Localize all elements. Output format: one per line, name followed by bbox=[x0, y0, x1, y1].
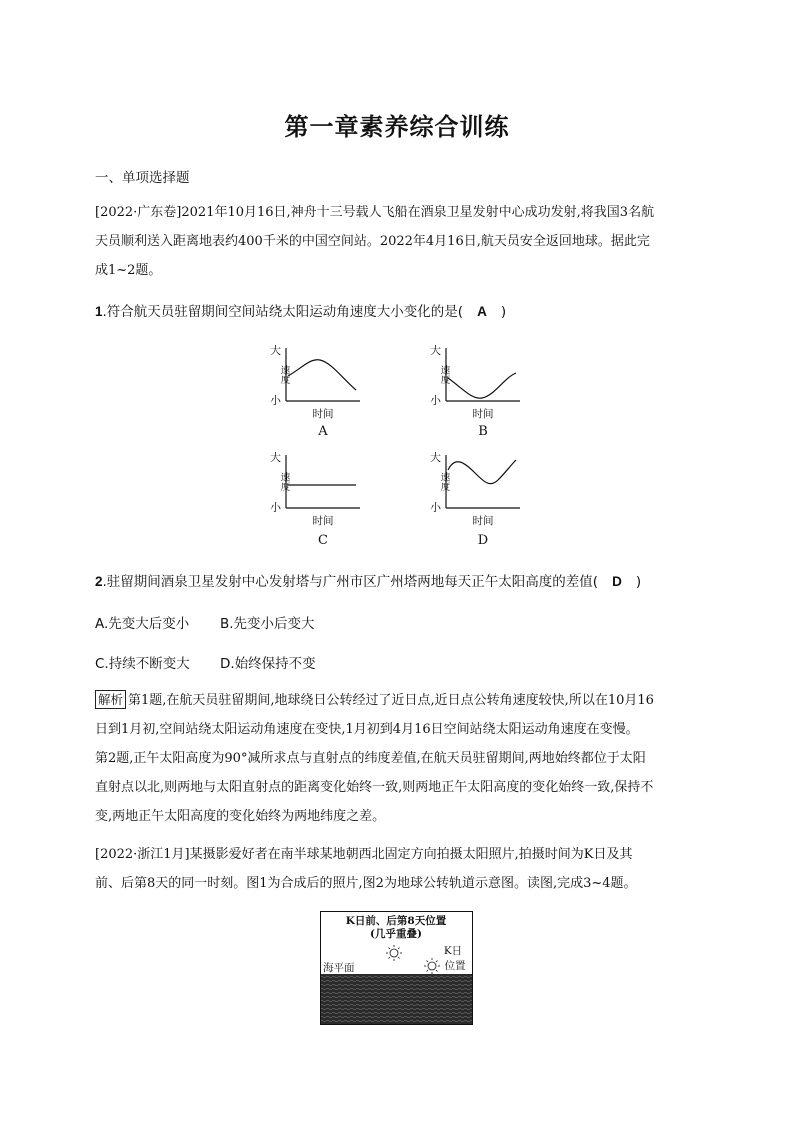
y-axis-label: 速度 bbox=[438, 365, 450, 384]
question-number: 2 bbox=[95, 574, 103, 589]
panel-label-d: D bbox=[477, 533, 489, 548]
analysis-line: 变,两地正午太阳高度的变化始终为两地纬度之差。 bbox=[95, 809, 386, 824]
analysis-line bbox=[95, 686, 700, 715]
curve-a bbox=[288, 360, 356, 390]
photo-label-top-2: (几乎重叠) bbox=[370, 928, 422, 940]
photo-label-k-1: K日 bbox=[443, 945, 463, 957]
question-number: 1 bbox=[95, 304, 103, 319]
answer-letter: D bbox=[612, 574, 622, 589]
option-d: D.始终保持不变 bbox=[220, 656, 316, 672]
intro-line: 成1~2题。 bbox=[95, 263, 162, 278]
intro-line: 天员顺利送入距离地表约400千米的中国空间站。2022年4月16日,航天员安全返回地球。据此完 bbox=[95, 234, 650, 249]
intro-line-text: 某摄影爱好者在南半球某地朝西北固定方向拍摄太阳照片,拍摄时间为K日及其 bbox=[189, 847, 633, 862]
question-2 bbox=[95, 570, 641, 590]
photo-label-sea: 海平面 bbox=[323, 962, 355, 974]
y-small-label: 小 bbox=[430, 394, 441, 407]
y-axis-label: 速度 bbox=[438, 472, 450, 491]
option-c: C.持续不断变大 bbox=[95, 656, 190, 672]
option-b: B.先变小后变大 bbox=[220, 616, 315, 632]
y-big-label: 大 bbox=[270, 344, 281, 357]
analysis-line: 直射点以北,则两地与太阳直射点的距离变化始终一致,则两地正午太阳高度的变化始终一致,保持不 bbox=[95, 780, 654, 795]
source-tag: [2022·广东卷] bbox=[95, 205, 182, 220]
x-axis-label: 时间 bbox=[312, 408, 334, 420]
panel-label-c: C bbox=[318, 533, 328, 548]
sea-area bbox=[321, 974, 472, 1024]
intro-line: 前、后第8天的同一时刻。图1为合成后的照片,图2为地球公转轨道示意图。读图,完成3~4题。 bbox=[95, 876, 637, 891]
panel-label-b: B bbox=[478, 424, 488, 439]
intro-line bbox=[95, 840, 700, 869]
y-small-label: 小 bbox=[270, 501, 281, 514]
curve-b bbox=[448, 373, 516, 398]
y-axis-label: 速度 bbox=[278, 365, 290, 384]
panel-label-a: A bbox=[318, 424, 328, 439]
analysis-tag: 解析 bbox=[95, 690, 126, 709]
sun-photo bbox=[320, 911, 473, 1025]
page-title: 第一章素养综合训练 bbox=[284, 113, 510, 141]
photo-label-top-1: K日前、后第8天位置 bbox=[345, 915, 447, 927]
analysis-line-text: 第1题,在航天员驻留期间,地球绕日公转经过了近日点,近日点公转角速度较快,所以在10月16 bbox=[128, 693, 654, 708]
analysis-paragraph bbox=[95, 686, 700, 831]
intro-paragraph-2 bbox=[95, 840, 700, 898]
close-paren: ) bbox=[500, 304, 507, 320]
curve-d bbox=[448, 460, 516, 484]
option-a: A.先变大后变小 bbox=[95, 616, 190, 632]
question-text: .符合航天员驻留期间空间站绕太阳运动角速度大小变化的是( bbox=[102, 304, 464, 320]
photo-label-k-2: 位置 bbox=[444, 960, 466, 972]
question-1 bbox=[95, 300, 506, 320]
y-axis-label: 速度 bbox=[278, 472, 290, 491]
y-small-label: 小 bbox=[430, 501, 441, 514]
y-small-label: 小 bbox=[270, 394, 281, 407]
answer-letter: A bbox=[477, 304, 487, 319]
intro-line bbox=[95, 198, 700, 227]
section-heading: 一、单项选择题 bbox=[95, 170, 190, 186]
intro-paragraph-1 bbox=[95, 198, 700, 285]
close-paren: ) bbox=[635, 574, 642, 590]
speed-graphs bbox=[250, 338, 540, 552]
x-axis-label: 时间 bbox=[312, 515, 334, 527]
analysis-line: 第2题,正午太阳高度为90°减所求点与直射点的纬度差值,在航天员驻留期间,两地始终都位于太阳 bbox=[95, 751, 646, 766]
source-tag: [2022·浙江1月] bbox=[95, 847, 190, 862]
y-big-label: 大 bbox=[430, 344, 441, 357]
y-big-label: 大 bbox=[270, 451, 281, 464]
intro-line-text: 2021年10月16日,神舟十三号载人飞船在酒泉卫星发射中心成功发射,将我国3名航 bbox=[181, 205, 655, 220]
x-axis-label: 时间 bbox=[472, 408, 494, 420]
question-text: .驻留期间酒泉卫星发射中心发射塔与广州市区广州塔两地每天正午太阳高度的差值( bbox=[102, 574, 599, 590]
analysis-line: 日到1月初,空间站绕太阳运动角速度在变快,1月初到4月16日空间站绕太阳运动角速度在变慢。 bbox=[95, 722, 639, 737]
x-axis-label: 时间 bbox=[472, 515, 494, 527]
y-big-label: 大 bbox=[430, 451, 441, 464]
